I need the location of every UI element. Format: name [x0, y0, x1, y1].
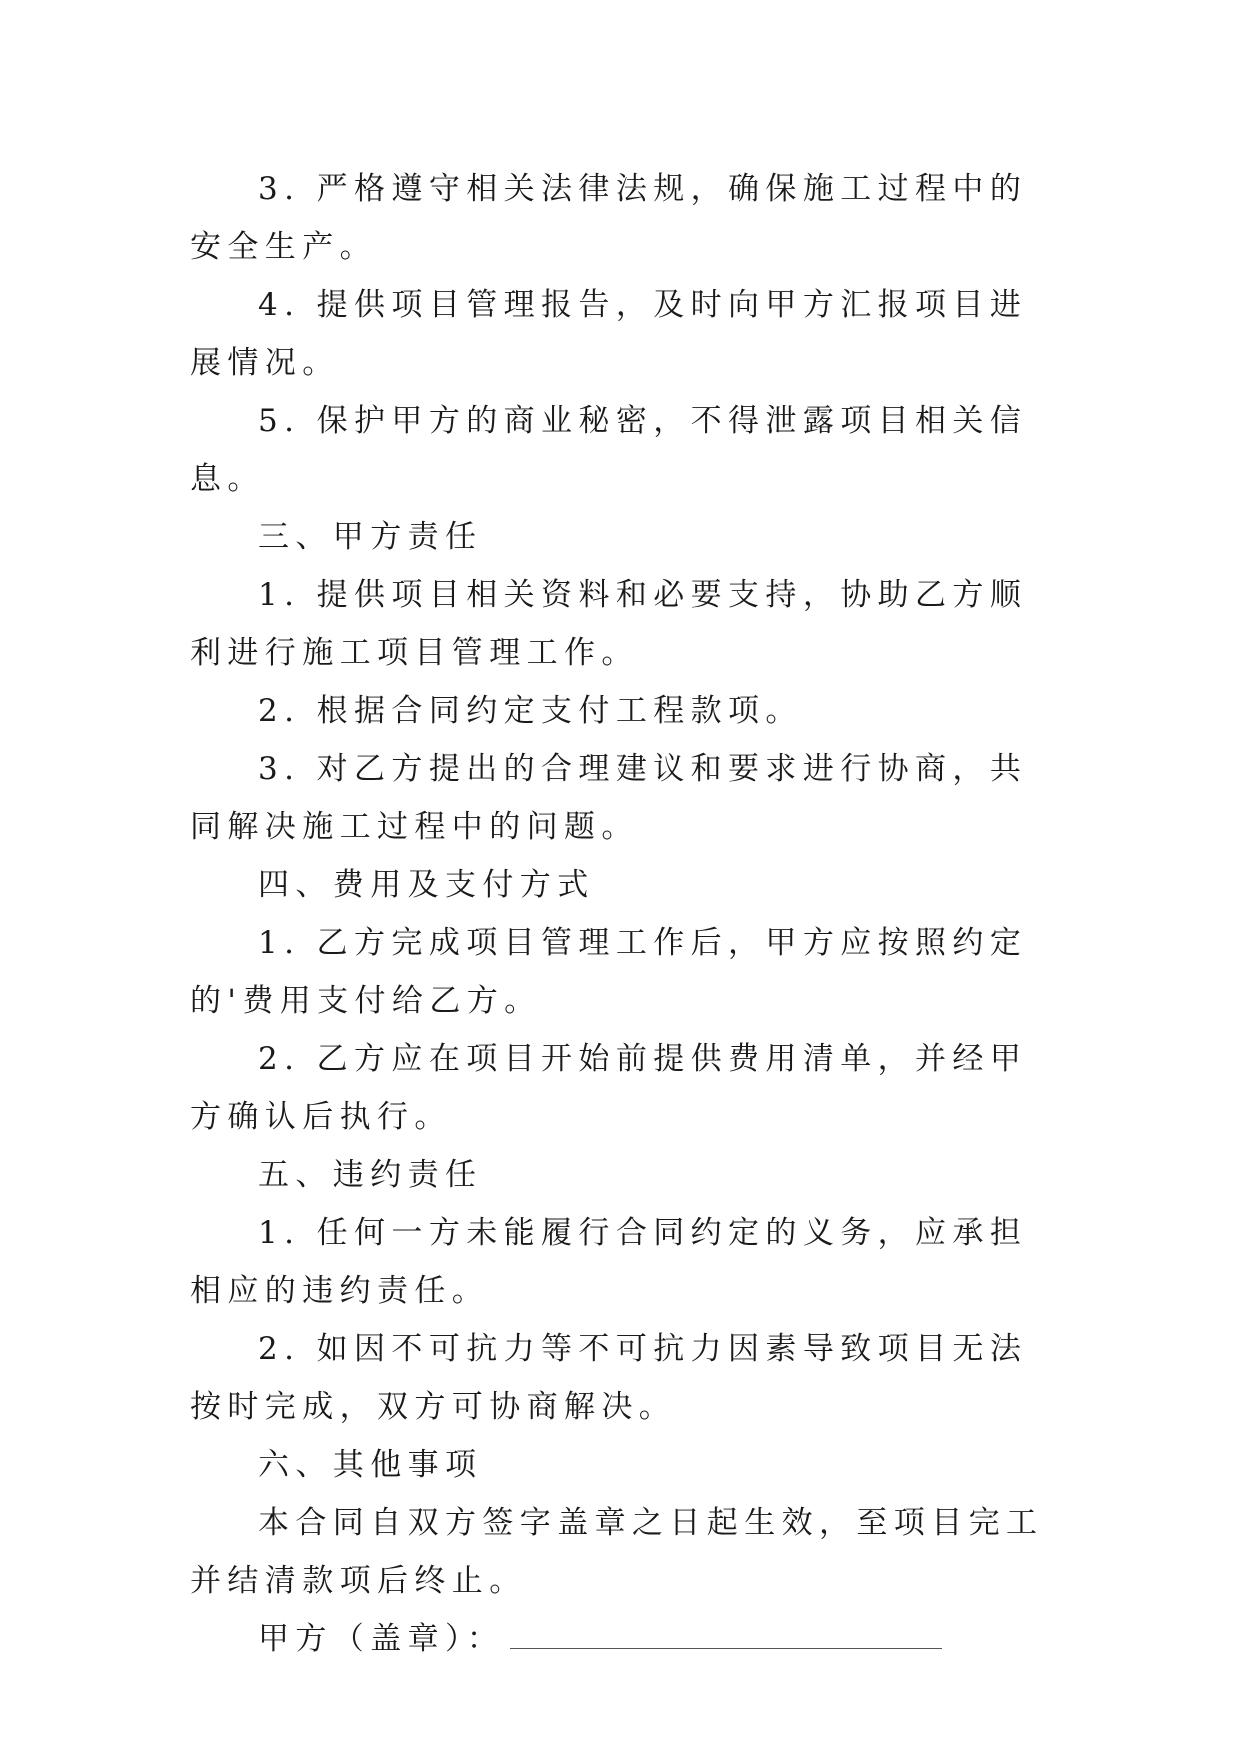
paragraph-party-a-2: 2. 根据合同约定支付工程款项。	[258, 693, 803, 729]
paragraph-breach-1: 1. 任何一方未能履行合同约定的义务，应承担相应的违约责任。	[190, 1215, 1028, 1309]
section-heading-party-a-duties: 三、甲方责任	[258, 519, 483, 555]
paragraph-item-3-safety: 3. 严格遵守相关法律法规，确保施工过程中的安全生产。	[190, 171, 1028, 265]
paragraph-party-a-3: 3. 对乙方提出的合理建议和要求进行协商，共同解决施工过程中的问题。	[190, 751, 1028, 845]
signature-label: 甲方（盖章）：	[258, 1621, 505, 1657]
paragraph-effective-term: 本合同自双方签字盖章之日起生效，至项目完工并结清款项后终止。	[190, 1505, 1044, 1599]
section-heading-other: 六、其他事项	[258, 1447, 483, 1483]
signature-row	[190, 1610, 1050, 1668]
paragraph-item-5-secrets: 5. 保护甲方的商业秘密，不得泄露项目相关信息。	[190, 403, 1028, 497]
paragraph-party-a-1: 1. 提供项目相关资料和必要支持，协助乙方顺利进行施工项目管理工作。	[190, 577, 1028, 671]
signature-line	[510, 1618, 942, 1649]
section-heading-fees: 四、费用及支付方式	[258, 867, 595, 903]
paragraph-fees-2: 2. 乙方应在项目开始前提供费用清单，并经甲方确认后执行。	[190, 1041, 1028, 1135]
paragraph-breach-2: 2. 如因不可抗力等不可抗力因素导致项目无法按时完成，双方可协商解决。	[190, 1331, 1028, 1425]
section-heading-breach: 五、违约责任	[258, 1157, 483, 1193]
document-page	[190, 160, 1050, 1668]
paragraph-item-4-report: 4. 提供项目管理报告，及时向甲方汇报项目进展情况。	[190, 287, 1028, 381]
paragraph-fees-1: 1. 乙方完成项目管理工作后，甲方应按照约定的'费用支付给乙方。	[190, 925, 1028, 1019]
